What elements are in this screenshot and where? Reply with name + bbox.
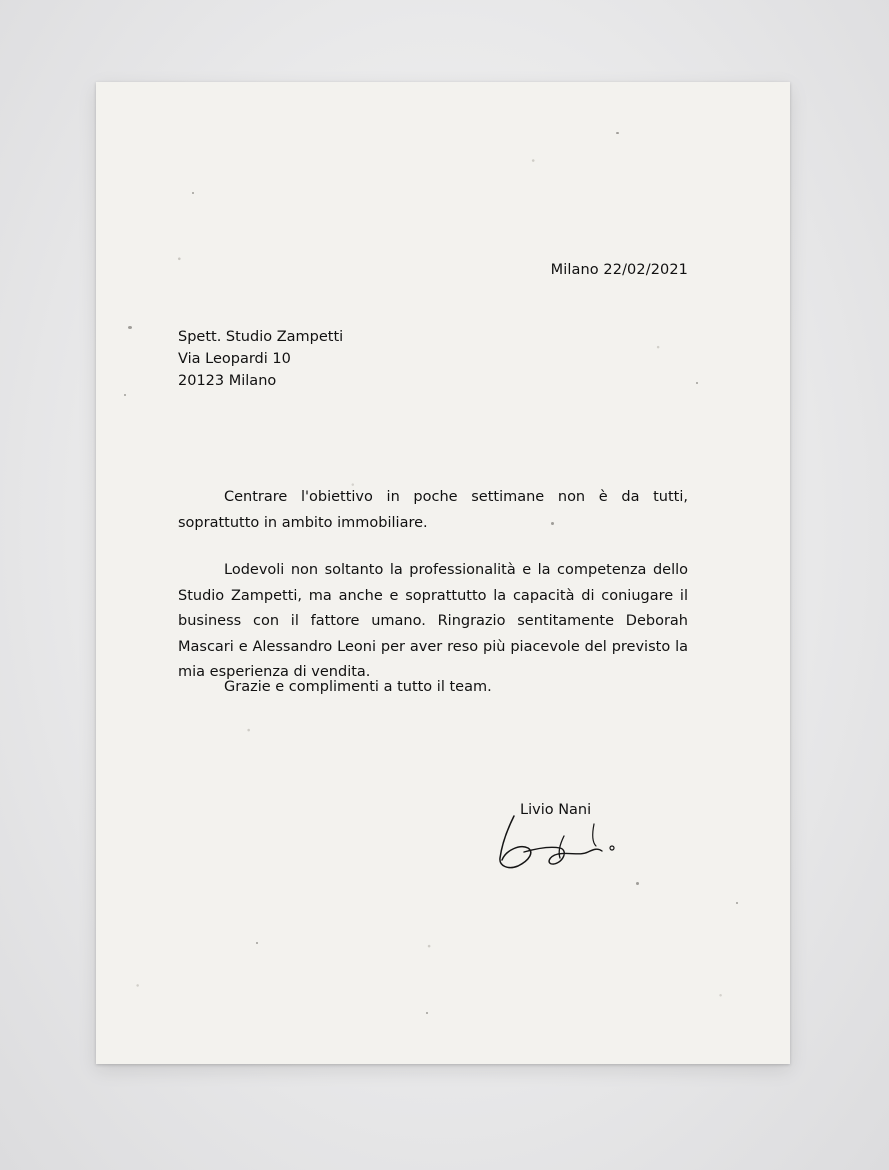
recipient-line: Via Leopardi 10 (178, 351, 291, 367)
signatory-name: Livio Nani (520, 802, 592, 818)
paper-speck (128, 326, 132, 329)
body-paragraph: Centrare l'obiettivo in poche settimane non è da tutti, soprattutto in ambito immobiliare. (178, 489, 688, 531)
letter-closing: Grazie e complimenti a tutto il team. (224, 679, 492, 695)
paper-speck (124, 394, 126, 396)
paper-speck (696, 382, 698, 384)
letter-date: Milano 22/02/2021 (550, 262, 688, 278)
letter-body (178, 485, 688, 708)
recipient-address (178, 326, 343, 392)
letter-paper (96, 82, 790, 1064)
paper-speck (426, 1012, 428, 1014)
paper-speck (736, 902, 738, 904)
paper-speck (192, 192, 194, 194)
body-paragraph: Lodevoli non soltanto la professionalità e la competenza dello Studio Zampetti, ma anche e soprattutto la capacità di coniugare il business con il fattore umano. Ringrazio sentitamente Deborah Mascari e Alessandro Leoni per aver reso più piacevole del previsto la mia esperienza di vendita. (178, 562, 688, 680)
recipient-line: Spett. Studio Zampetti (178, 329, 344, 345)
recipient-line: 20123 Milano (178, 373, 277, 389)
handwritten-signature (494, 808, 634, 878)
paper-speck (616, 132, 619, 134)
paper-speck (636, 882, 639, 885)
paper-speck (256, 942, 258, 944)
